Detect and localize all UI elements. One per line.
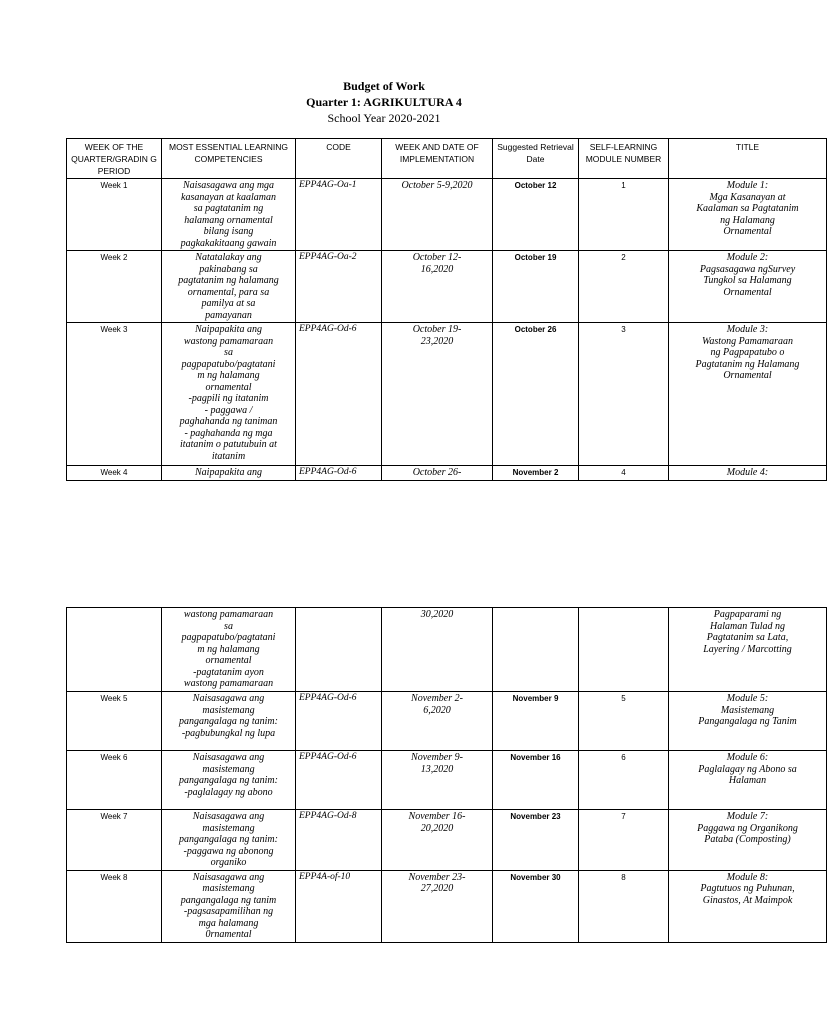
implementation-date-cell — [382, 608, 493, 692]
competency-cell — [162, 692, 296, 751]
retrieval-date-cell — [493, 608, 579, 692]
cell-line: - paggawa / — [204, 404, 253, 416]
implementation-date-cell — [382, 466, 493, 481]
cell-line: Wastong Pamamaraan — [701, 335, 794, 347]
cell-line: pagpapatubo/pagtatani — [181, 632, 276, 643]
cell-line: Pataba (Composting) — [704, 834, 791, 845]
table-row — [67, 608, 827, 692]
cell-line: November 16- — [408, 811, 466, 822]
cell-line: Module 3: — [726, 324, 769, 335]
module-number-cell: 5 — [579, 692, 669, 751]
module-number-cell: 4 — [579, 466, 669, 481]
cell-line: Mga Kasanayan at — [709, 191, 786, 203]
competency-cell — [162, 179, 296, 251]
column-header: MOST ESSENTIAL LEARNING COMPETENCIES — [162, 139, 296, 179]
implementation-date-cell — [382, 870, 493, 942]
cell-line: sa — [224, 347, 233, 358]
cell-line: masistemang — [202, 763, 255, 775]
code-cell: EPP4AG-Od-6 — [296, 751, 382, 810]
table-row — [67, 251, 827, 323]
implementation-date-cell — [382, 179, 493, 251]
cell-line: October 19- — [412, 324, 462, 335]
cell-line: ornamental, para sa — [187, 286, 270, 298]
cell-line: -pagsasapamilihan ng — [183, 906, 274, 917]
cell-line: wastong pamamaraan — [183, 678, 274, 689]
module-number-cell: 7 — [579, 810, 669, 871]
cell-line: Kaalaman sa Pagtatanim — [696, 203, 799, 214]
week-cell: Week 8 — [67, 870, 162, 942]
cell-line: 6,2020 — [423, 704, 451, 716]
module-title-cell — [669, 323, 827, 466]
cell-line: November 23- — [408, 871, 466, 883]
cell-line: Halaman Tulad ng — [709, 620, 785, 632]
competency-cell — [162, 323, 296, 466]
cell-line: Naisasagawa ang — [192, 693, 265, 704]
competency-cell — [162, 608, 296, 692]
column-header: Suggested Retrieval Date — [493, 139, 579, 179]
code-cell — [296, 608, 382, 692]
week-cell — [67, 608, 162, 692]
cell-line: Ornamental — [723, 226, 772, 237]
module-title-cell — [669, 870, 827, 942]
implementation-date-cell — [382, 810, 493, 871]
cell-line: -pagbubungkal ng lupa — [181, 727, 276, 739]
module-number-cell: 8 — [579, 870, 669, 942]
week-cell: Week 3 — [67, 323, 162, 466]
cell-line: pamilya at sa — [201, 298, 256, 309]
quarter-subject: Quarter 1: AGRIKULTURA 4 — [306, 95, 462, 109]
module-title-cell — [669, 251, 827, 323]
module-title-cell — [669, 466, 827, 481]
retrieval-date-cell: October 12 — [493, 179, 579, 251]
cell-line: Naipapakita ang — [195, 467, 262, 478]
week-cell: Week 1 — [67, 179, 162, 251]
table-row — [67, 810, 827, 871]
cell-line: Halaman — [728, 775, 767, 786]
cell-line: Naisasagawa ang — [192, 752, 265, 763]
cell-line: Pagpaparami ng — [713, 609, 782, 620]
cell-line: 13,2020 — [420, 763, 454, 775]
cell-line: 0rnamental — [205, 929, 252, 940]
cell-line: pakinabang sa — [199, 263, 258, 275]
competency-cell — [162, 466, 296, 481]
code-cell: EPP4AG-Oa-2 — [296, 251, 382, 323]
column-header: WEEK AND DATE OF IMPLEMENTATION — [382, 139, 493, 179]
cell-line: Pagtutuos ng Puhunan, — [700, 883, 795, 894]
table-row — [67, 179, 827, 251]
cell-line: Ornamental — [723, 286, 772, 298]
cell-line: Naisasagawa ang mga — [182, 180, 275, 191]
retrieval-date-cell: November 30 — [493, 870, 579, 942]
competency-cell — [162, 751, 296, 810]
cell-line: October 12- — [412, 252, 462, 263]
retrieval-date-cell: October 26 — [493, 323, 579, 466]
cell-line: paghahanda ng taniman — [179, 416, 278, 427]
column-header: CODE — [296, 139, 382, 179]
module-number-cell — [579, 608, 669, 692]
week-cell: Week 2 — [67, 251, 162, 323]
cell-line: -pagtatanim ayon — [193, 666, 264, 678]
week-cell: Week 5 — [67, 692, 162, 751]
module-number-cell: 2 — [579, 251, 669, 323]
competency-cell — [162, 810, 296, 871]
cell-line: -paglalagay ng abono — [184, 786, 273, 798]
implementation-date-cell — [382, 323, 493, 466]
cell-line: ng Pagpapatubo o — [710, 347, 785, 358]
cell-line: 27,2020 — [420, 883, 454, 894]
cell-line: wastong pamamaraan — [183, 335, 274, 347]
code-cell: EPP4AG-Od-6 — [296, 323, 382, 466]
cell-line: November 2- — [411, 693, 463, 704]
cell-line: Module 8: — [726, 871, 769, 883]
implementation-date-cell — [382, 751, 493, 810]
cell-line: Natatalakay ang — [195, 252, 262, 263]
cell-line: October 26- — [412, 467, 462, 478]
cell-line: Pagtatanim sa Lata, — [706, 632, 789, 643]
retrieval-date-cell: November 16 — [493, 751, 579, 810]
cell-line: ng Halamang — [720, 214, 775, 226]
table-row — [67, 692, 827, 751]
cell-line: 20,2020 — [420, 822, 454, 834]
cell-line: ornamental — [205, 381, 252, 393]
cell-line: Masistemang — [720, 704, 775, 716]
cell-line: sa pagtatanim ng — [193, 203, 264, 214]
week-cell: Week 7 — [67, 810, 162, 871]
document-header — [0, 78, 768, 126]
cell-line: Module 4: — [726, 467, 769, 478]
column-header: TITLE — [669, 139, 827, 179]
cell-line: Pagsasagawa ngSurvey — [699, 263, 796, 275]
cell-line: mga halamang — [198, 917, 259, 929]
cell-line: pangangalaga ng tanim: — [179, 775, 278, 786]
cell-line: itatanim o patutubuin at — [180, 439, 277, 450]
cell-line: masistemang — [202, 883, 255, 894]
cell-line: m ng halamang — [197, 370, 260, 381]
cell-line: pagtatanim ng halamang — [178, 275, 279, 286]
retrieval-date-cell: October 19 — [493, 251, 579, 323]
cell-line: Ginastos, At Maimpok — [702, 894, 793, 906]
week-cell: Week 4 — [67, 466, 162, 481]
cell-line: Module 7: — [726, 811, 769, 822]
retrieval-date-cell: November 23 — [493, 810, 579, 871]
cell-line: Pangangalaga ng Tanim — [698, 716, 797, 727]
cell-line: organiko — [210, 857, 247, 868]
retrieval-date-cell: November 9 — [493, 692, 579, 751]
cell-line: ornamental — [205, 655, 252, 666]
implementation-date-cell — [382, 251, 493, 323]
cell-line: kasanayan at kaalaman — [181, 191, 276, 203]
table-header-row — [67, 139, 827, 179]
module-title-cell — [669, 810, 827, 871]
cell-line: -pagpili ng itatanim — [188, 393, 269, 404]
module-number-cell: 3 — [579, 323, 669, 466]
cell-line: pamayanan — [205, 309, 252, 321]
cell-line: Naipapakita ang — [195, 324, 262, 335]
cell-line: sa — [224, 620, 233, 632]
column-header: WEEK OF THE QUARTER/GRADIN G PERIOD — [67, 139, 162, 179]
code-cell: EPP4AG-Oa-1 — [296, 179, 382, 251]
cell-line: -paggawa ng abonong — [183, 845, 274, 857]
week-cell: Week 6 — [67, 751, 162, 810]
module-title-cell — [669, 179, 827, 251]
cell-line: Module 1: — [726, 180, 769, 191]
budget-table-page-2 — [66, 607, 798, 943]
cell-line: Tungkol sa Halamang — [703, 275, 792, 286]
cell-line: Pagtatanim ng Halamang — [695, 358, 800, 370]
code-cell: EPP4AG-Od-8 — [296, 810, 382, 871]
module-number-cell: 6 — [579, 751, 669, 810]
code-cell: EPP4A-of-10 — [296, 870, 382, 942]
cell-line: pagpapatubo/pagtatani — [181, 358, 276, 370]
cell-line: 16,2020 — [420, 263, 454, 275]
cell-line: 23,2020 — [420, 335, 454, 347]
cell-line: Naisasagawa ang — [192, 811, 265, 822]
cell-line: October 5-9,2020 — [401, 180, 473, 191]
column-header: SELF-LEARNING MODULE NUMBER — [579, 139, 669, 179]
table-row — [67, 870, 827, 942]
cell-line: Module 5: — [726, 693, 769, 704]
cell-line: Layering / Marcotting — [703, 643, 792, 655]
cell-line: m ng halamang — [197, 643, 260, 655]
cell-line: 30,2020 — [420, 609, 454, 620]
retrieval-date-cell: November 2 — [493, 466, 579, 481]
cell-line: Module 2: — [726, 252, 769, 263]
implementation-date-cell — [382, 692, 493, 751]
cell-line: masistemang — [202, 822, 255, 834]
module-number-cell: 1 — [579, 179, 669, 251]
cell-line: wastong pamamaraan — [183, 609, 274, 620]
cell-line: Paggawa ng Organikong — [697, 822, 798, 834]
cell-line: Paglalagay ng Abono sa — [698, 763, 797, 775]
cell-line: November 9- — [411, 752, 463, 763]
budget-table-page-1 — [66, 138, 800, 481]
competency-cell — [162, 870, 296, 942]
code-cell: EPP4AG-Od-6 — [296, 692, 382, 751]
cell-line: bilang isang — [203, 226, 254, 237]
cell-line: pangangalaga ng tanim: — [179, 716, 278, 727]
table-row — [67, 466, 827, 481]
cell-line: Module 6: — [726, 752, 769, 763]
cell-line: pagkakakitaang gawain — [180, 237, 277, 249]
cell-line: itatanim — [211, 450, 246, 462]
cell-line: Ornamental — [723, 370, 772, 381]
code-cell: EPP4AG-Od-6 — [296, 466, 382, 481]
cell-line: halamang ornamental — [184, 214, 273, 226]
school-year: School Year 2020-2021 — [327, 111, 441, 125]
table-row — [67, 751, 827, 810]
document-title: Budget of Work — [343, 79, 425, 93]
module-title-cell — [669, 751, 827, 810]
module-title-cell — [669, 692, 827, 751]
cell-line: pangangalaga ng tanim: — [179, 834, 278, 845]
cell-line: masistemang — [202, 704, 255, 716]
module-title-cell — [669, 608, 827, 692]
cell-line: - paghahanda ng mga — [184, 427, 273, 439]
table-row — [67, 323, 827, 466]
competency-cell — [162, 251, 296, 323]
cell-line: Naisasagawa ang — [192, 871, 265, 883]
cell-line: pangangalaga ng tanim — [180, 894, 277, 906]
